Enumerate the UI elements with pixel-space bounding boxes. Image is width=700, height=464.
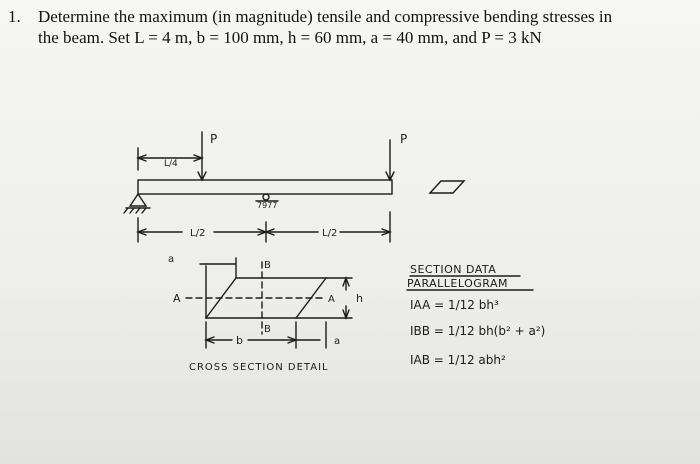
problem-line-2: the beam. Set L = 4 m, b = 100 mm, h = 60 mm, a = 40 mm, and P = 3 kN <box>38 28 542 47</box>
section-data-subtitle: PARALLELOGRAM <box>407 277 509 290</box>
equation-ibb: IBB = 1/12 bh(b² + a²) <box>410 324 546 338</box>
equation-iaa: IAA = 1/12 bh³ <box>410 298 499 312</box>
label-b-dim: b <box>236 334 243 347</box>
cross-section-caption: CROSS SECTION DETAIL <box>189 362 329 373</box>
label-support-mark: 7977 <box>257 201 278 210</box>
label-a-left: A <box>173 292 181 305</box>
problem-number: 1. <box>8 7 21 26</box>
problem-line-1: Determine the maximum (in magnitude) tensile and compressive bending stresses in <box>38 7 613 26</box>
label-p-right: P <box>400 132 408 146</box>
label-b-bottom: B <box>264 324 271 335</box>
parallelogram-icon <box>430 181 464 193</box>
label-h: h <box>356 292 363 305</box>
section-data-title: SECTION DATA <box>410 263 497 276</box>
label-l-over-4: L/4 <box>164 159 178 169</box>
roller-support <box>263 194 269 200</box>
label-l-over-2-left: L/2 <box>190 228 206 239</box>
beam <box>138 180 392 194</box>
equation-iab: IAB = 1/12 abh² <box>410 353 506 367</box>
label-a-top: a <box>168 254 175 265</box>
label-b-top: B <box>264 260 271 271</box>
label-a-right: A <box>328 294 335 305</box>
label-a-dim: a <box>334 336 341 347</box>
pin-support <box>130 194 146 206</box>
label-p-left: P <box>210 132 218 146</box>
label-l-over-2-right: L/2 <box>322 228 338 239</box>
